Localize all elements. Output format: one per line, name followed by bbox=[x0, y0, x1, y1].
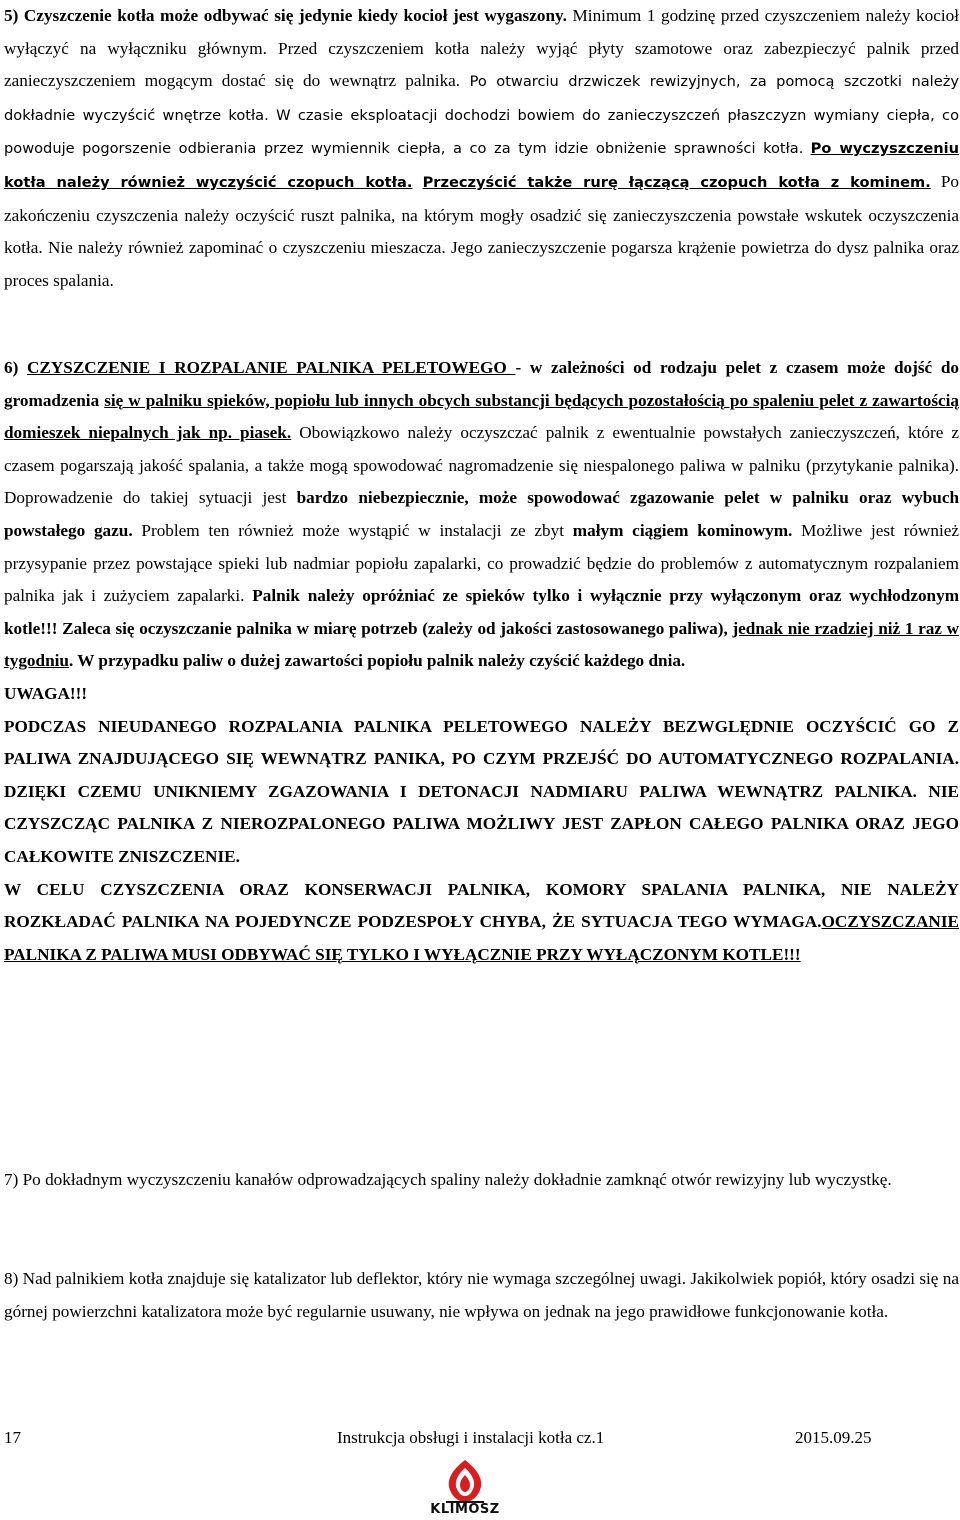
section-5-paragraph bbox=[4, 0, 959, 297]
section-6-number: 6) bbox=[4, 358, 27, 377]
warning-label: UWAGA!!! bbox=[4, 683, 88, 703]
section-8-paragraph: 8) Nad palnikiem kotła znajduje się katalizator lub deflektor, który nie wymaga szczególnej uwagi. Jakikolwiek popiół, który osadzi się na górnej powierzchni katalizatora może być regularnie usuwany, nie wpływa on jednak na jego prawidłowe funkcjonowanie kotła. bbox=[4, 1269, 959, 1321]
section-6-heading: CZYSZCZENIE I ROZPALANIE PALNIKA PELETOWEGO bbox=[27, 358, 516, 377]
section-6-bold-2: małym ciągiem kominowym. bbox=[572, 520, 793, 540]
section-6-text-2: Problem ten również może wystąpić w instalacji ze zbyt bbox=[132, 520, 564, 540]
section-7-paragraph: 7) Po dokładnym wyczyszczeniu kanałów odprowadzających spaliny należy dokładnie zamknąć otwór rewizyjny lub wyczystkę. bbox=[4, 1170, 892, 1189]
klimosz-logo bbox=[420, 1458, 510, 1520]
section-5-text-3: Po zakończeniu czyszczenia należy oczyścić ruszt palnika, na którym mogły osadzić się zanieczyszczenia powstałe wskutek oczyszczenia kotła. Nie należy również zapominać o czyszczeniu mieszacza. Jego zanieczyszczenie pogarsza krążenie powietrza do dysz palnika oraz proces spalania. bbox=[4, 171, 960, 290]
warning-caps-3: OCZYSZCZANIE PALNIKA Z PALIWA MUSI ODBYWAĆ SIĘ TYLKO I WYŁĄCZNIE PRZY WYŁĄCZONYM KOTLE!!! bbox=[4, 912, 959, 964]
warning-caps-2: W CELU CZYSZCZENIA ORAZ KONSERWACJI PALNIKA, KOMORY SPALANIA PALNIKA, NIE NALEŻY ROZKŁADAĆ PALNIKA NA POJEDYNCZE PODZESPOŁY CHYBA, ŻE SYTUACJA TEGO WYMAGA. bbox=[4, 879, 959, 932]
footer-title: Instrukcja obsługi i instalacji kotła cz.1 bbox=[337, 1428, 605, 1447]
section-6-text-3: Możliwe jest również przysypanie przez powstające spieki lub nadmiar popiołu zapalarki, co prowadzić będzie do problemów z automatycznym rozpalaniem palnika jak i zużyciem zapalarki. bbox=[4, 520, 960, 606]
section-6-bold-3: Palnik należy opróżniać ze spieków tylko i wyłącznie przy wyłączonym oraz wychłodzonym kotle!!! Zaleca się oczyszczanie palnika w miarę potrzeb (zależy od jakości zastosowanego paliwa), bbox=[4, 586, 960, 638]
section-5-bold-1: Po wyczyszczeniu kotła należy również wyczyścić czopuch kotła. bbox=[4, 140, 960, 191]
section-5-lead: 5) Czyszczenie kotła może odbywać się jedynie kiedy kocioł jest wygaszony. bbox=[4, 6, 567, 25]
section-6-paragraph bbox=[4, 352, 959, 971]
section-5-text-1: Minimum 1 godzinę przed czyszczeniem należy kocioł wyłączyć na wyłączniku głównym. Przed czyszczeniem kotła należy wyjąć płyty szamotowe oraz zabezpieczyć palnik przed zanieczyszczeniem mogącym dostać się do wewnątrz palnika. bbox=[4, 6, 959, 91]
logo-text: KLIMOSZ bbox=[430, 1502, 500, 1517]
section-6-text-1: Obowiązkowo należy oczyszczać palnik z ewentualnie powstałych zanieczyszczeń, które z czasem pogarszają jakość spalania, a także mogą spowodować nagromadzenie się niespalonego paliwa w palniku (przytykanie palnika). Doprowadzenie do takiej sytuacji jest bbox=[4, 423, 959, 508]
section-6-bold-1: bardzo niebezpiecznie, może spowodować zgazowanie pelet w palniku oraz wybuch powstałego gazu. bbox=[4, 488, 960, 540]
warning-caps-1: PODCZAS NIEUDANEGO ROZPALANIA PALNIKA PELETOWEGO NALEŻY BEZWGLĘDNIE OCZYŚCIĆ GO Z PALIWA ZNAJDUJĄCEGO SIĘ WEWNĄTRZ PANIKA, PO CZYM PRZEJŚĆ DO AUTOMATYCZNEGO ROZPALANIA. DZIĘKI CZEMU UNIKNIEMY ZGAZOWANIA I DETONACJI NADMIARU PALIWA WEWNĄTRZ PALNIKA. NIE CZYSZCZĄC PALNIKA Z NIEROZPALONEGO PALIWA MOŻLIWY JEST ZAPŁON CAŁEGO PALNIKA ORAZ JEGO CAŁKOWITE ZNISZCZENIE. bbox=[4, 716, 959, 866]
page-number: 17 bbox=[4, 1428, 21, 1447]
footer-date: 2015.09.25 bbox=[795, 1428, 872, 1447]
section-5-bold-2: Przeczyścić także rurę łączącą czopuch kotła z kominem. bbox=[422, 173, 931, 191]
section-6-bold-4: jednak nie rzadziej niż 1 raz w tygodniu bbox=[4, 618, 960, 671]
flame-logo-icon bbox=[420, 1458, 510, 1504]
section-5-text-2: Po otwarciu drzwiczek rewizyjnych, za pomocą szczotki należy dokładnie wyczyścić wnętrze kotła. W czasie eksploatacji dochodzi bowiem do zanieczyszczeń płaszczyzn wymiany ciepła, co powoduje pogorszenie odbierania przez wymiennik ciepła, a co za tym idzie obniżenie sprawności kotła. bbox=[4, 73, 959, 158]
section-6-bold-5: . W przypadku paliw o dużej zawartości popiołu palnik należy czyścić każdego dnia. bbox=[68, 651, 686, 671]
section-6-underlined: się w palniku spieków, popiołu lub innych obcych substancji będących pozostałością po spaleniu pelet z zawartością domieszek niepalnych jak np. piasek. bbox=[4, 390, 960, 443]
section-6-intro: - w zależności od rodzaju pelet z czasem może dojść do gromadzenia bbox=[4, 358, 959, 410]
